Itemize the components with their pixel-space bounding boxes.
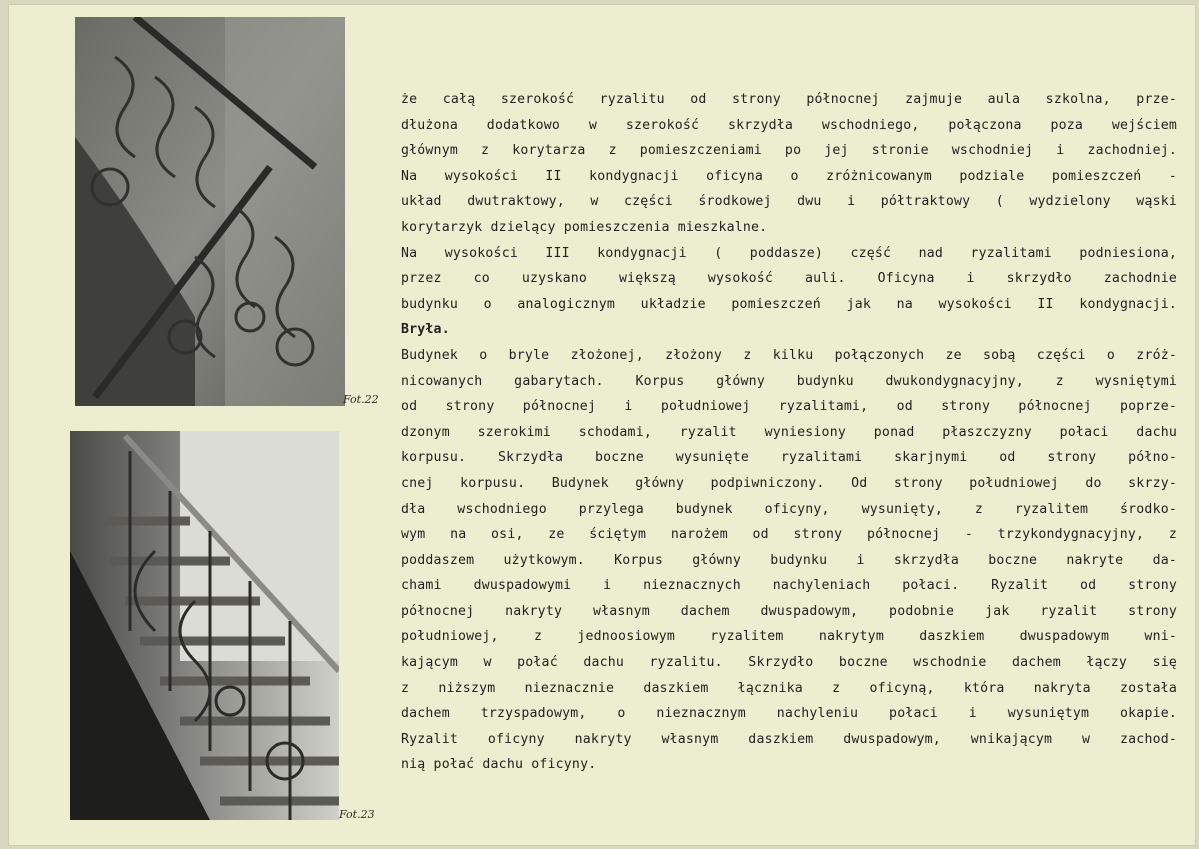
typewritten-text-block: [401, 87, 1177, 778]
text-line: Budynek o bryle złożonej, złożony z kilku połączonych ze sobą części o zróż-: [401, 347, 1177, 363]
photo-caption-2: Fot.23: [339, 808, 375, 821]
text-line: Na wysokości III kondygnacji ( poddasze) część nad ryzalitami podniesiona,: [401, 245, 1177, 261]
text-line: wym na osi, ze ściętym narożem od strony północnej - trzykondygnacyjny, z: [401, 527, 1177, 543]
text-line: północnej nakryty własnym dachem dwuspadowym, podobnie jak ryzalit strony: [401, 603, 1177, 619]
text-line: dła wschodniego przylega budynek oficyny, wysunięty, z ryzalitem środko-: [401, 501, 1177, 517]
text-line: nicowanych gabarytach. Korpus główny budynku dwukondygnacyjny, z wysniętymi: [401, 373, 1177, 389]
photo-staircase-railing-2: [70, 431, 339, 820]
text-line: Na wysokości II kondygnacji oficyna o zróżnicowanym podziale pomieszczeń -: [401, 168, 1177, 184]
text-line: układ dwutraktowy, w części środkowej dwu i półtraktowy ( wydzielony wąski: [401, 194, 1177, 210]
text-line: dzonym szerokimi schodami, ryzalit wyniesiony ponad płaszczyzny połaci dachu: [401, 424, 1177, 440]
text-line: chami dwuspadowymi i nieznacznych nachyleniach połaci. Ryzalit od strony: [401, 578, 1177, 594]
text-line: nią połać dachu oficyny.: [401, 757, 597, 773]
text-line: przez co uzyskano większą wysokość auli. Oficyna i skrzydło zachodnie: [401, 271, 1177, 287]
text-line: korytarzyk dzielący pomieszczenia mieszkalne.: [401, 219, 768, 235]
text-line: dłużona dodatkowo w szerokość skrzydła wschodniego, połączona poza wejściem: [401, 117, 1177, 133]
text-line: południowej, z jednoosiowym ryzalitem nakrytym daszkiem dwuspadowym wni-: [401, 629, 1177, 645]
text-line: poddaszem użytkowym. Korpus główny budynku i skrzydła boczne nakryte da-: [401, 552, 1177, 568]
text-line: cnej korpusu. Budynek główny podpiwniczony. Od strony południowej do skrzy-: [401, 475, 1177, 491]
text-line: z niższym nieznacznie daszkiem łącznika z oficyną, która nakryta została: [401, 680, 1177, 696]
text-line: budynku o analogicznym układzie pomieszczeń jak na wysokości II kondygnacji.: [401, 296, 1177, 312]
text-line: że całą szerokość ryzalitu od strony północnej zajmuje aula szkolna, prze-: [401, 92, 1177, 107]
photo-caption-1: Fot.22: [343, 393, 379, 406]
staircase-railing-photo: [75, 17, 345, 406]
photo-staircase-railing-1: [75, 17, 345, 406]
text-line: Ryzalit oficyny nakryty własnym daszkiem dwuspadowym, wnikającym w zachod-: [401, 731, 1177, 747]
section-heading: Bryła.: [401, 322, 450, 338]
text-line: korpusu. Skrzydła boczne wysunięte ryzalitami skarjnymi od strony półno-: [401, 450, 1177, 466]
staircase-steps-photo: [70, 431, 339, 820]
text-line: kającym w połać dachu ryzalitu. Skrzydło boczne wschodnie dachem łączy się: [401, 655, 1177, 671]
text-line: dachem trzyspadowym, o nieznacznym nachyleniu połaci i wysuniętym okapie.: [401, 706, 1177, 722]
text-line: od strony północnej i południowej ryzalitami, od strony północnej poprze-: [401, 399, 1177, 415]
document-page: [8, 4, 1196, 846]
text-line: głównym z korytarza z pomieszczeniami po jej stronie wschodniej i zachodniej.: [401, 143, 1177, 159]
